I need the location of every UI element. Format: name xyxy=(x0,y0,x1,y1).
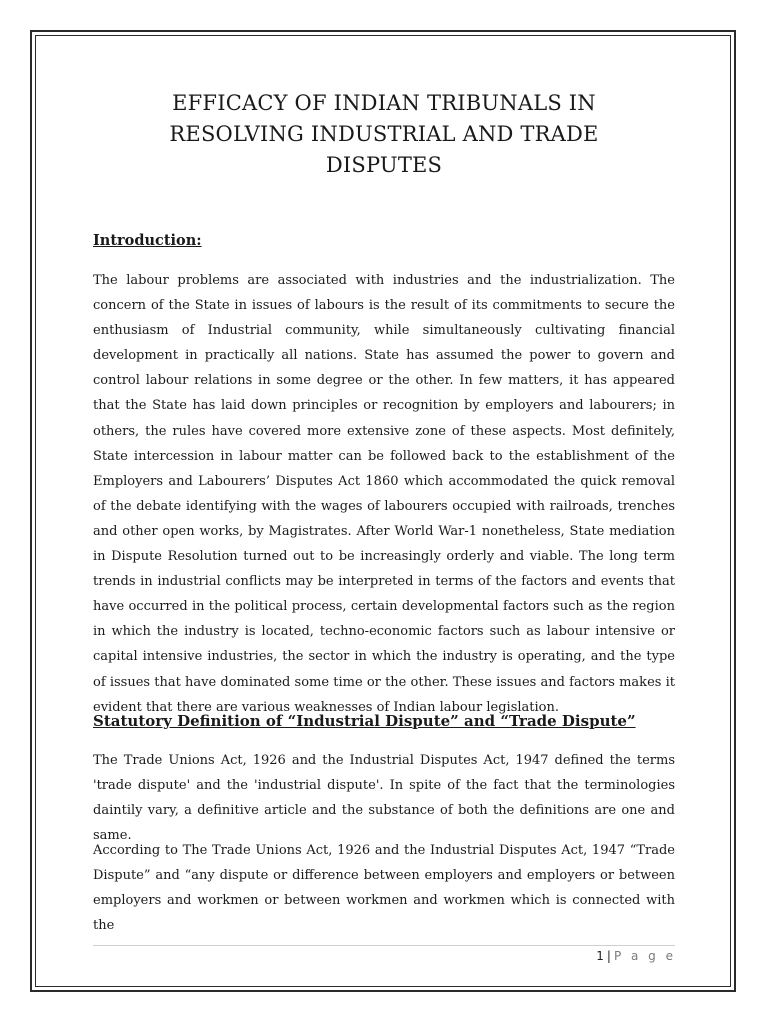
section-heading-introduction: Introduction: xyxy=(93,232,202,249)
title-line-1: EFFICACY OF INDIAN TRIBUNALS IN xyxy=(172,91,596,115)
title-line-3: DISPUTES xyxy=(325,153,443,177)
introduction-paragraph: The labour problems are associated with industries and the industrialization. The concern of the State in issues of labours is the result of its commitments to secure the enthusiasm of Industrial community, while simultaneously cultivating financial development in practically all nations. State has assumed the power to govern and control labour relations in some degree or the other. In few matters, it has appeared that the State has laid down principles or recognition by employers and labourers; in others, the rules have covered more extensive zone of these aspects. Most definitely, State intercession in labour matter can be followed back to the establishment of the Employers and Labourers’ Disputes Act 1860 which accommodated the quick removal of the debate identifying with the wages of labourers occupied with railroads, trenches and other open works, by Magistrates. After World War-1 nonetheless, State mediation in Dispute Resolution turned out to be increasingly orderly and viable. The long term trends in industrial conflicts may be interpreted in terms of the factors and events that have occurred in the political process, certain developmental factors such as the region in which the industry is located, techno-economic factors such as labour intensive or capital intensive industries, the sector in which the industry is operating, and the type of issues that have dominated some time or the other. These issues and factors makes it evident that there are various weaknesses of Indian labour legislation. xyxy=(93,273,675,715)
footer-divider xyxy=(93,945,675,946)
document-title xyxy=(93,88,675,181)
page-number: 1 xyxy=(596,949,604,963)
title-line-2: RESOLVING INDUSTRIAL AND TRADE xyxy=(169,122,599,146)
statutory-paragraph-2: According to The Trade Unions Act, 1926 and the Industrial Disputes Act, 1947 “Trade Dispute” and “any dispute or difference between employers and employers or between employers and workmen or between workmen and workmen which is connected with the xyxy=(93,843,675,934)
statutory-paragraph-1: The Trade Unions Act, 1926 and the Industrial Disputes Act, 1947 defined the terms 'trade dispute' and the 'industrial dispute'. In spite of the fact that the terminologies daintily vary, a definitive article and the substance of both the definitions are one and same. xyxy=(93,753,675,844)
page-footer xyxy=(596,949,676,963)
page-separator: | xyxy=(606,949,611,963)
page-label: P a g e xyxy=(613,949,676,963)
section-heading-statutory-definition: Statutory Definition of “Industrial Dispute” and “Trade Dispute” xyxy=(93,712,636,730)
